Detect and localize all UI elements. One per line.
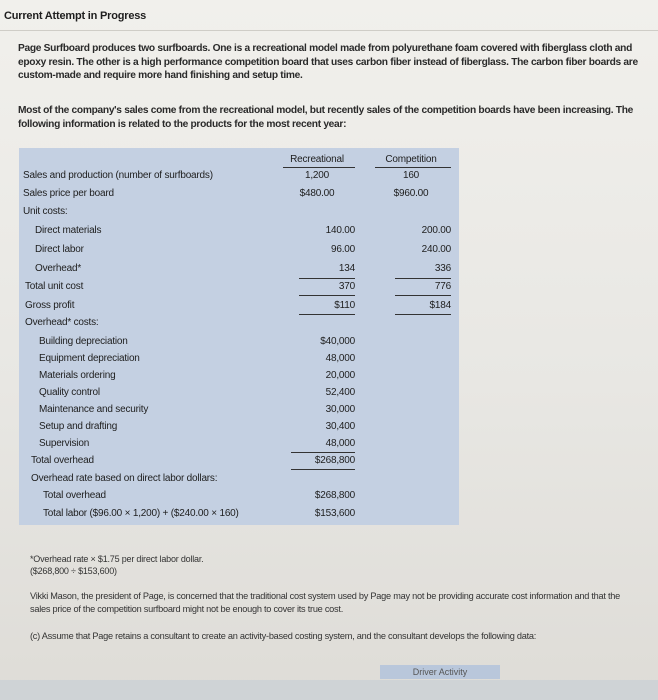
table-row: Total overhead $268,800 <box>43 490 355 501</box>
driver-activity-header: Driver Activity <box>380 665 500 679</box>
table-row: Total unit cost 370 776 <box>25 281 451 292</box>
attempt-status-header: Current Attempt in Progress <box>4 10 147 22</box>
table-row: Maintenance and security 30,000 <box>39 404 355 415</box>
table-row: Materials ordering 20,000 <box>39 370 355 381</box>
overhead-footnote <box>30 553 330 577</box>
table-row: Gross profit $110 $184 <box>25 300 451 311</box>
col-header-competition: Competition <box>385 154 437 165</box>
footnote-line: ($268,800 ÷ $153,600) <box>30 566 117 576</box>
table-row: Equipment depreciation 48,000 <box>39 353 355 364</box>
footnote-line: *Overhead rate × $1.75 per direct labor dollar. <box>30 554 204 564</box>
table-row: Setup and drafting 30,400 <box>39 421 355 432</box>
subtotal-underline <box>395 295 451 296</box>
question-c-prompt: (c) Assume that Page retains a consultant to create an activity-based costing system, and the consultant develops the following data: <box>30 631 537 641</box>
table-row: Overhead* costs: <box>25 317 99 328</box>
intro-paragraph: Page Surfboard produces two surfboards. One is a recreational model made from polyurethane foam covered with fiberglass cloth and epoxy resin. The other is a high performance competition board that uses carbon fiber instead of fiberglass. The carbon fiber boards are custom-made and require more hand finishing and setup time. <box>18 43 638 81</box>
table-row: Sales and production (number of surfboards) 1,200 160 <box>23 170 420 181</box>
table-row: Overhead* 134 336 <box>35 263 451 274</box>
table-row: Unit costs: <box>23 206 68 217</box>
subtotal-underline <box>299 295 355 296</box>
col-header-recreational: Recreational <box>290 154 344 165</box>
header-divider <box>0 30 658 31</box>
product-cost-table <box>19 148 459 525</box>
table-row: Sales price per board $480.00 $960.00 <box>23 188 429 199</box>
double-underline <box>291 469 355 470</box>
table-row: Direct labor 96.00 240.00 <box>35 244 451 255</box>
intro-paragraph-2: Most of the company's sales come from the recreational model, but recently sales of the competition boards have been increasing. The following information is related to the products for the most recent year: <box>18 105 633 130</box>
table-row: Overhead rate based on direct labor dollars: <box>31 473 218 484</box>
bottom-band <box>0 680 658 700</box>
president-concern-paragraph: Vikki Mason, the president of Page, is concerned that the traditional cost system used by Page may not be providing accurate cost information and that the sales price of the competition surfboard might not be enough to cover its true cost. <box>30 591 621 614</box>
table-row: Total labor ($96.00 × 1,200) + ($240.00 × 160) $153,600 <box>43 508 355 519</box>
table-row: Total overhead $268,800 <box>31 455 355 466</box>
table-row: Quality control 52,400 <box>39 387 355 398</box>
table-row: Supervision 48,000 <box>39 438 355 449</box>
table-row: Direct materials 140.00 200.00 <box>35 225 451 236</box>
table-header-row <box>19 152 459 167</box>
table-row: Building depreciation $40,000 <box>39 336 355 347</box>
